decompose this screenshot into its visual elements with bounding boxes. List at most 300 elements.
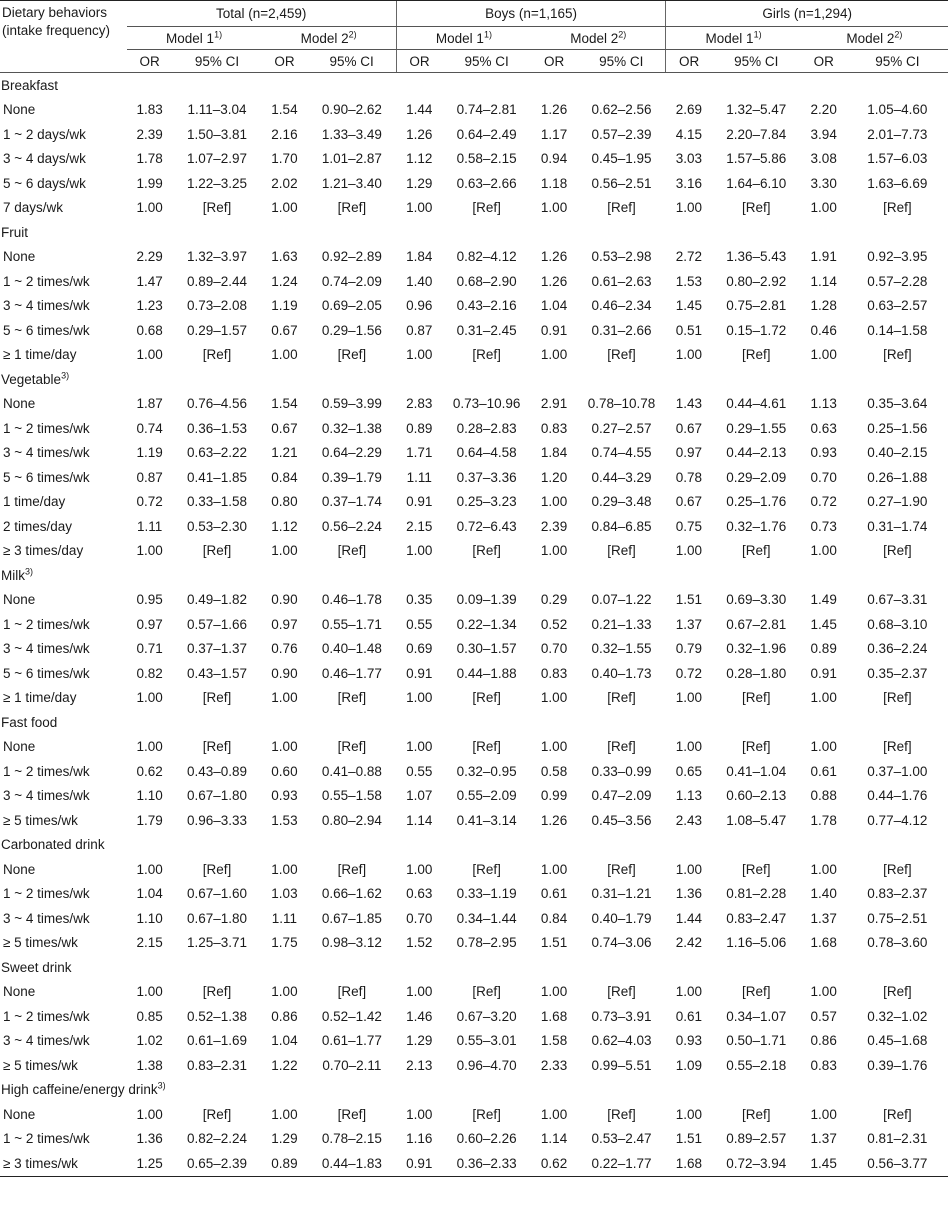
ci-cell: 0.83–2.47 xyxy=(726,910,787,926)
ci-column-header: 95% CI xyxy=(307,50,396,73)
or-cell: 2.13 xyxy=(406,1057,433,1073)
or-cell: 1.00 xyxy=(406,690,433,706)
row-label: ≥ 1 time/day xyxy=(3,347,77,363)
ci-cell: 0.46–1.78 xyxy=(321,592,382,608)
row-label: 1 ~ 2 times/wk xyxy=(3,273,90,289)
ci-cell: 1.32–5.47 xyxy=(726,102,787,118)
row-label: 5 ~ 6 times/wk xyxy=(3,322,90,338)
ci-cell: 0.89–2.44 xyxy=(187,273,248,289)
or-cell: 2.20 xyxy=(810,102,837,118)
or-cell: 1.20 xyxy=(540,469,568,485)
ci-cell: 0.63–2.66 xyxy=(456,175,517,191)
or-cell: 1.00 xyxy=(675,984,703,1000)
ci-cell: 0.96–3.33 xyxy=(187,812,248,828)
row-label: 2 times/day xyxy=(3,518,73,534)
or-cell: 1.45 xyxy=(810,616,837,632)
ci-cell: 1.21–3.40 xyxy=(321,175,382,191)
row-label: None xyxy=(3,739,36,755)
row-label: 3 ~ 4 times/wk xyxy=(3,1033,90,1049)
row-label: 3 ~ 4 days/wk xyxy=(3,151,86,167)
or-cell: 1.99 xyxy=(136,175,163,191)
category-label xyxy=(0,833,948,858)
ci-cell: 0.67–1.60 xyxy=(187,886,248,902)
ci-cell: 0.45–1.95 xyxy=(591,151,652,167)
ci-cell: 0.46–2.34 xyxy=(591,298,652,314)
ci-cell: 0.65–2.39 xyxy=(173,1151,262,1176)
or-cell: 1.00 xyxy=(136,739,163,755)
ci-cell: 0.82–2.24 xyxy=(187,1131,248,1147)
row-label: 3 ~ 4 times/wk xyxy=(3,788,90,804)
row-header-line2: (intake frequency) xyxy=(2,23,111,38)
or-cell: 0.57 xyxy=(810,1008,837,1024)
ci-cell: [Ref] xyxy=(337,984,367,1000)
or-cell: 0.87 xyxy=(406,322,433,338)
or-cell: 1.00 xyxy=(271,690,298,706)
model-2-header-girls xyxy=(801,27,948,50)
ci-cell: 0.29–1.57 xyxy=(187,322,248,338)
or-cell: 1.00 xyxy=(540,200,568,216)
ci-cell: 0.64–4.58 xyxy=(456,445,517,461)
table-row xyxy=(0,686,948,711)
ci-cell: [Ref] xyxy=(607,1106,636,1122)
or-cell: 2.91 xyxy=(540,396,568,412)
ci-cell: 0.74–2.81 xyxy=(456,102,517,118)
ci-cell: 0.98–3.12 xyxy=(321,935,382,951)
ci-cell: 0.35–3.64 xyxy=(867,396,928,412)
or-cell: 1.00 xyxy=(810,984,837,1000)
category-label xyxy=(0,220,948,245)
ci-cell: [Ref] xyxy=(337,543,367,559)
or-cell: 0.68 xyxy=(136,322,163,338)
ci-cell: [Ref] xyxy=(607,861,636,877)
ci-cell: 0.44–1.76 xyxy=(867,788,928,804)
ci-cell: [Ref] xyxy=(472,984,501,1000)
ci-cell: 0.67–2.81 xyxy=(726,616,787,632)
table-row xyxy=(0,269,948,294)
table-row xyxy=(0,1151,948,1176)
ci-cell: 1.64–6.10 xyxy=(726,175,787,191)
or-cell: 1.00 xyxy=(810,347,837,363)
table-row xyxy=(0,1004,948,1029)
or-cell: 0.58 xyxy=(540,763,568,779)
ci-cell: [Ref] xyxy=(202,543,232,559)
or-cell: 1.00 xyxy=(675,739,703,755)
row-label: 1 time/day xyxy=(3,494,66,510)
or-cell: 1.51 xyxy=(540,935,568,951)
ci-cell: 0.76–4.56 xyxy=(187,396,248,412)
or-cell: 1.04 xyxy=(540,298,568,314)
or-cell: 1.04 xyxy=(271,1033,298,1049)
ci-cell: 0.43–2.16 xyxy=(456,298,517,314)
ci-cell: 0.40–1.48 xyxy=(321,641,382,657)
model-label: Model 2 xyxy=(300,30,349,46)
or-cell: 0.89 xyxy=(810,641,837,657)
ci-cell: 1.16–5.06 xyxy=(726,935,787,951)
ci-cell: [Ref] xyxy=(883,347,912,363)
or-cell: 0.85 xyxy=(136,1008,163,1024)
or-cell: 1.29 xyxy=(406,1033,433,1049)
ci-cell: 0.32–0.95 xyxy=(456,763,517,779)
table-row xyxy=(0,196,948,221)
or-cell: 1.79 xyxy=(136,812,163,828)
or-cell: 0.93 xyxy=(271,788,298,804)
model-label: Model 2 xyxy=(570,30,619,46)
ci-cell: 1.22–3.25 xyxy=(187,175,248,191)
ci-cell: [Ref] xyxy=(742,347,771,363)
or-cell: 1.19 xyxy=(136,445,163,461)
ci-cell: 0.50–1.71 xyxy=(726,1033,787,1049)
or-cell: 1.00 xyxy=(540,347,568,363)
ci-cell: 1.05–4.60 xyxy=(867,102,928,118)
or-cell: 1.68 xyxy=(540,1008,568,1024)
group-header-boys: Boys (n=1,165) xyxy=(396,1,666,27)
ci-cell: [Ref] xyxy=(607,739,636,755)
ci-cell: 0.67–3.20 xyxy=(456,1008,517,1024)
or-cell: 0.51 xyxy=(675,322,703,338)
table-row xyxy=(0,465,948,490)
or-cell: 0.83 xyxy=(810,1057,837,1073)
row-label: 1 ~ 2 days/wk xyxy=(3,126,86,142)
ci-cell: 0.40–1.79 xyxy=(591,910,652,926)
or-cell: 1.00 xyxy=(406,739,433,755)
category-row xyxy=(0,367,948,392)
or-cell: 1.14 xyxy=(810,273,837,289)
or-cell: 1.51 xyxy=(675,1131,703,1147)
ci-cell: [Ref] xyxy=(883,690,912,706)
or-cell: 1.26 xyxy=(540,273,568,289)
table-row xyxy=(0,906,948,931)
ci-cell: [Ref] xyxy=(883,543,912,559)
ci-cell: 1.32–3.97 xyxy=(187,249,248,265)
ci-cell: 0.64–2.49 xyxy=(456,126,517,142)
ci-cell: 0.41–1.04 xyxy=(726,763,787,779)
table-row xyxy=(0,882,948,907)
footnote-marker: 3) xyxy=(157,1080,166,1091)
table-row xyxy=(0,735,948,760)
or-cell: 1.00 xyxy=(540,543,568,559)
or-cell: 0.88 xyxy=(810,788,837,804)
or-cell: 1.00 xyxy=(271,200,298,216)
or-cell: 1.68 xyxy=(810,935,837,951)
model-1-header-total xyxy=(127,27,262,50)
ci-cell: [Ref] xyxy=(202,1106,232,1122)
ci-cell: 0.36–1.53 xyxy=(187,420,248,436)
ci-cell: 0.67–3.31 xyxy=(867,592,928,608)
or-cell: 0.65 xyxy=(675,763,703,779)
ci-cell: 0.28–1.80 xyxy=(726,665,787,681)
or-cell: 1.00 xyxy=(810,543,837,559)
row-label: 3 ~ 4 times/wk xyxy=(3,910,90,926)
ci-cell: 0.29–2.09 xyxy=(726,469,787,485)
ci-cell: 0.36–2.24 xyxy=(867,641,928,657)
table-row xyxy=(0,1127,948,1152)
or-cell: 0.70 xyxy=(540,641,568,657)
or-cell: 0.97 xyxy=(271,616,298,632)
or-cell: 2.39 xyxy=(540,518,568,534)
ci-cell: [Ref] xyxy=(607,690,636,706)
category-label xyxy=(0,955,948,980)
or-cell: 0.46 xyxy=(810,322,837,338)
or-cell: 1.87 xyxy=(136,396,163,412)
or-cell: 1.02 xyxy=(136,1033,163,1049)
ci-cell: 0.80–2.94 xyxy=(321,812,382,828)
or-cell: 1.43 xyxy=(675,396,703,412)
or-cell: 2.69 xyxy=(675,102,703,118)
or-cell: 1.00 xyxy=(406,200,433,216)
ci-cell: [Ref] xyxy=(472,543,501,559)
ci-cell: 0.27–2.57 xyxy=(591,420,652,436)
or-cell: 1.84 xyxy=(540,445,568,461)
row-label: 5 ~ 6 times/wk xyxy=(3,469,90,485)
footnote-marker: 2) xyxy=(618,29,627,39)
or-cell: 0.99 xyxy=(540,788,568,804)
or-cell: 0.62 xyxy=(136,763,163,779)
or-cell: 0.55 xyxy=(406,763,433,779)
ci-cell: 0.69–2.05 xyxy=(321,298,382,314)
model-label: Model 1 xyxy=(166,30,215,46)
or-cell: 0.70 xyxy=(810,469,837,485)
or-cell: 0.61 xyxy=(540,886,568,902)
table-row xyxy=(0,514,948,539)
or-cell: 1.24 xyxy=(271,273,298,289)
or-cell: 1.10 xyxy=(136,910,163,926)
or-cell: 1.09 xyxy=(675,1057,703,1073)
or-cell: 1.00 xyxy=(136,543,163,559)
or-cell: 1.68 xyxy=(666,1151,712,1176)
table-row xyxy=(0,1102,948,1127)
or-cell: 1.40 xyxy=(810,886,837,902)
or-cell: 1.16 xyxy=(406,1131,433,1147)
or-cell: 1.12 xyxy=(271,518,298,534)
ci-cell: 0.74–2.09 xyxy=(321,273,382,289)
ci-cell: 0.60–2.13 xyxy=(726,788,787,804)
or-cell: 1.00 xyxy=(271,543,298,559)
ci-cell: [Ref] xyxy=(883,861,912,877)
or-cell: 1.07 xyxy=(406,788,433,804)
ci-cell: 0.90–2.62 xyxy=(321,102,382,118)
row-label: 3 ~ 4 times/wk xyxy=(3,298,90,314)
or-cell: 1.26 xyxy=(540,812,568,828)
ci-cell: 0.43–0.89 xyxy=(187,763,248,779)
or-cell: 1.37 xyxy=(810,910,837,926)
category-label xyxy=(0,1078,948,1103)
or-cell: 1.00 xyxy=(406,861,433,877)
or-cell: 0.72 xyxy=(675,665,703,681)
or-cell: 1.00 xyxy=(675,200,703,216)
or-cell: 0.90 xyxy=(271,592,298,608)
table-row xyxy=(0,1029,948,1054)
or-cell: 1.14 xyxy=(540,1131,568,1147)
or-cell: 0.83 xyxy=(540,420,568,436)
or-cell: 1.22 xyxy=(271,1057,298,1073)
ci-cell: 0.66–1.62 xyxy=(321,886,382,902)
ci-cell: 0.31–2.66 xyxy=(591,322,652,338)
ci-cell: 0.41–3.14 xyxy=(456,812,517,828)
ci-cell: 0.41–0.88 xyxy=(321,763,382,779)
row-label: None xyxy=(3,861,36,877)
or-cell: 1.58 xyxy=(540,1033,568,1049)
ci-cell: 0.15–1.72 xyxy=(726,322,787,338)
table-row xyxy=(0,392,948,417)
ci-cell: 0.78–2.15 xyxy=(321,1131,382,1147)
or-column-header: OR xyxy=(531,50,577,73)
or-cell: 1.00 xyxy=(136,861,163,877)
ci-cell: 0.96–4.70 xyxy=(456,1057,517,1073)
table-header xyxy=(0,1,948,73)
ci-cell: 0.78–10.78 xyxy=(587,396,656,412)
or-cell: 1.00 xyxy=(406,347,433,363)
or-cell: 1.26 xyxy=(540,249,568,265)
ci-cell: 0.52–1.38 xyxy=(187,1008,248,1024)
ci-cell: 0.37–1.37 xyxy=(187,641,248,657)
or-cell: 1.00 xyxy=(675,861,703,877)
or-cell: 1.46 xyxy=(406,1008,433,1024)
or-cell: 0.91 xyxy=(540,322,568,338)
or-cell: 1.00 xyxy=(136,984,163,1000)
or-cell: 0.91 xyxy=(810,665,837,681)
ci-cell: [Ref] xyxy=(337,739,367,755)
or-cell: 1.71 xyxy=(406,445,433,461)
category-title: Fast food xyxy=(1,714,58,730)
ci-cell: 0.73–3.91 xyxy=(591,1008,652,1024)
or-cell: 0.61 xyxy=(675,1008,703,1024)
ci-cell: 0.44–3.29 xyxy=(591,469,652,485)
row-label: None xyxy=(3,249,36,265)
ci-cell: 0.55–1.71 xyxy=(321,616,382,632)
ci-cell: 1.33–3.49 xyxy=(321,126,382,142)
or-cell: 4.15 xyxy=(675,126,703,142)
row-label: 1 ~ 2 times/wk xyxy=(3,616,90,632)
or-cell: 1.78 xyxy=(810,812,837,828)
or-cell: 0.76 xyxy=(271,641,298,657)
or-cell: 0.63 xyxy=(810,420,837,436)
row-label: 1 ~ 2 times/wk xyxy=(3,420,90,436)
or-cell: 0.93 xyxy=(675,1033,703,1049)
ci-cell: 0.78–2.95 xyxy=(456,935,517,951)
table-row xyxy=(0,588,948,613)
or-cell: 1.29 xyxy=(406,175,433,191)
ci-cell: [Ref] xyxy=(742,984,771,1000)
ci-cell: 0.55–1.58 xyxy=(321,788,382,804)
table-body xyxy=(0,73,948,1177)
ci-cell: 0.32–1.55 xyxy=(591,641,652,657)
category-title: Breakfast xyxy=(1,77,59,93)
or-cell: 2.33 xyxy=(540,1057,568,1073)
ci-cell: [Ref] xyxy=(742,1106,771,1122)
or-cell: 2.15 xyxy=(406,518,433,534)
row-label: ≥ 5 times/wk xyxy=(3,1057,78,1073)
footnote-marker: 3) xyxy=(61,370,70,381)
or-column-header: OR xyxy=(261,50,307,73)
footnote-marker: 2) xyxy=(894,29,903,39)
footnote-marker: 3) xyxy=(25,566,34,577)
ci-cell: 0.55–2.18 xyxy=(726,1057,787,1073)
or-cell: 1.13 xyxy=(675,788,703,804)
or-cell: 1.54 xyxy=(271,396,298,412)
group-header-girls: Girls (n=1,294) xyxy=(666,1,948,27)
ci-cell: 0.43–1.57 xyxy=(187,665,248,681)
ci-cell: 0.41–1.85 xyxy=(187,469,248,485)
or-cell: 1.12 xyxy=(406,151,433,167)
footnote-marker: 1) xyxy=(483,29,492,39)
ci-column-header: 95% CI xyxy=(173,50,262,73)
ci-cell: 0.60–2.26 xyxy=(456,1131,517,1147)
ci-cell: 0.29–1.56 xyxy=(321,322,382,338)
ci-cell: [Ref] xyxy=(742,861,771,877)
or-cell: 1.14 xyxy=(406,812,433,828)
or-cell: 1.00 xyxy=(810,861,837,877)
row-label: 1 ~ 2 times/wk xyxy=(3,886,90,902)
model-label: Model 1 xyxy=(705,30,754,46)
or-cell: 0.60 xyxy=(271,763,298,779)
category-row xyxy=(0,955,948,980)
or-cell: 0.52 xyxy=(540,616,568,632)
or-cell: 1.00 xyxy=(675,1106,703,1122)
table-row xyxy=(0,318,948,343)
or-cell: 1.45 xyxy=(675,298,703,314)
ci-cell: 0.75–2.51 xyxy=(867,910,928,926)
group-header-total: Total (n=2,459) xyxy=(127,1,397,27)
ci-cell: 0.32–1.96 xyxy=(726,641,787,657)
ci-cell: 0.99–5.51 xyxy=(591,1057,652,1073)
ci-cell: 1.25–3.71 xyxy=(187,935,248,951)
or-cell: 0.62 xyxy=(531,1151,577,1176)
ci-cell: 1.57–5.86 xyxy=(726,151,787,167)
ci-cell: 0.25–1.56 xyxy=(867,420,928,436)
table-row xyxy=(0,245,948,270)
or-cell: 1.11 xyxy=(406,469,432,485)
ci-cell: [Ref] xyxy=(742,739,771,755)
or-cell: 2.16 xyxy=(271,126,298,142)
ci-cell: 0.70–2.11 xyxy=(322,1057,382,1073)
or-cell: 0.35 xyxy=(406,592,433,608)
or-cell: 2.29 xyxy=(136,249,163,265)
ci-cell: [Ref] xyxy=(742,690,771,706)
ci-cell: [Ref] xyxy=(337,861,367,877)
category-title: Milk xyxy=(1,567,25,583)
ci-cell: [Ref] xyxy=(742,200,771,216)
or-cell: 0.73 xyxy=(810,518,837,534)
ci-cell: 0.53–2.98 xyxy=(591,249,652,265)
category-label xyxy=(0,367,948,392)
ci-cell: 0.25–3.23 xyxy=(456,494,517,510)
ci-cell: 0.56–2.51 xyxy=(591,175,652,191)
ci-cell: 0.92–2.89 xyxy=(321,249,382,265)
ci-cell: [Ref] xyxy=(607,543,636,559)
or-cell: 1.54 xyxy=(271,102,298,118)
ci-cell: 0.32–1.76 xyxy=(726,518,787,534)
ci-cell: [Ref] xyxy=(337,690,367,706)
ci-cell: 0.68–2.90 xyxy=(456,273,517,289)
or-cell: 3.94 xyxy=(810,126,837,142)
ci-cell: 0.75–2.81 xyxy=(726,298,787,314)
ci-cell: 0.55–3.01 xyxy=(456,1033,517,1049)
or-cell: 1.53 xyxy=(675,273,703,289)
or-column-header: OR xyxy=(396,50,442,73)
ci-cell: 0.73–10.96 xyxy=(452,396,521,412)
row-label: 5 ~ 6 times/wk xyxy=(3,665,90,681)
row-header-line1: Dietary behaviors xyxy=(2,5,108,20)
ci-cell: 0.34–1.44 xyxy=(456,910,517,926)
or-cell: 0.71 xyxy=(136,641,163,657)
or-cell: 1.18 xyxy=(540,175,568,191)
ci-cell: 0.74–3.06 xyxy=(591,935,652,951)
ci-cell: 0.44–4.61 xyxy=(726,396,787,412)
ci-cell: [Ref] xyxy=(202,984,232,1000)
ci-cell: [Ref] xyxy=(472,200,501,216)
or-cell: 0.75 xyxy=(675,518,703,534)
ci-column-header: 95% CI xyxy=(442,50,531,73)
